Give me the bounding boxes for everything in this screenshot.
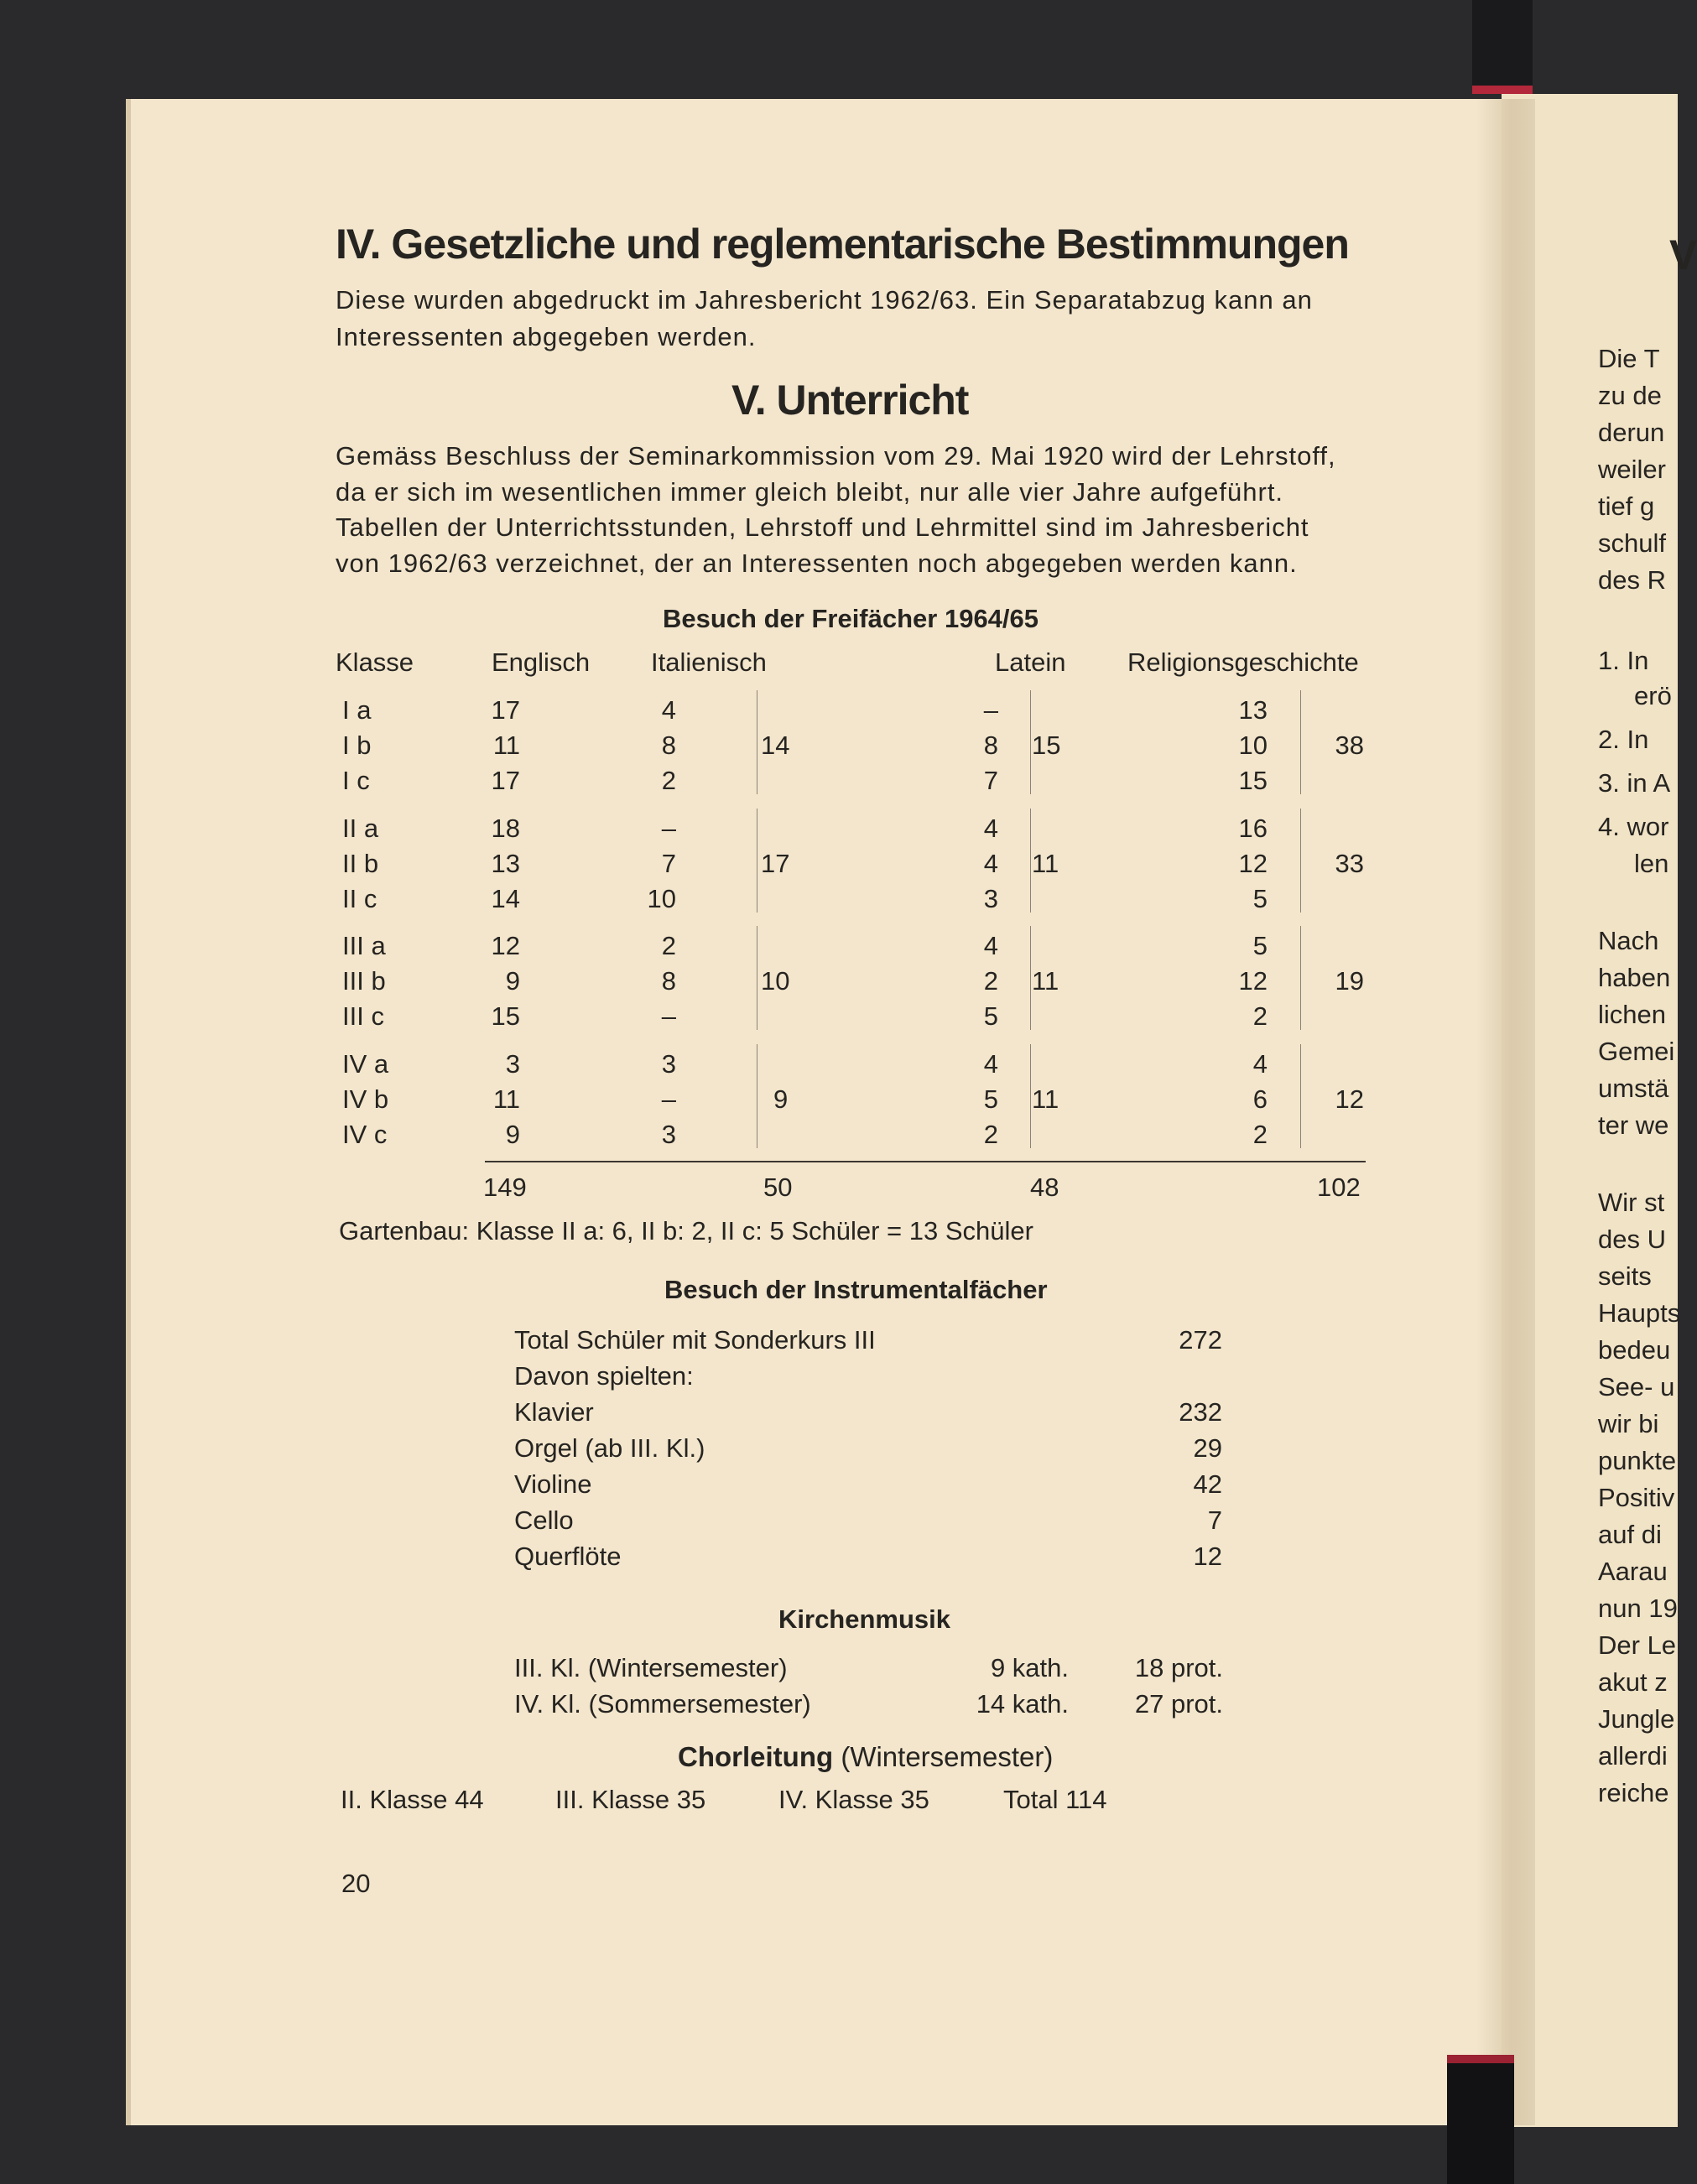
table-cell-englisch: 17 xyxy=(491,766,520,795)
freifaecher-title: Besuch der Freifächer 1964/65 xyxy=(663,604,1039,633)
table-cell-englisch: 18 xyxy=(491,814,520,843)
group-sum-religion: 33 xyxy=(1335,849,1364,878)
table-row-klasse: I a xyxy=(342,695,372,725)
table-cell-englisch: 11 xyxy=(492,731,520,760)
right-page-fragment: seits xyxy=(1598,1261,1652,1291)
right-page-fragment: allerdi xyxy=(1598,1741,1668,1771)
instrumental-label: Querflöte xyxy=(514,1542,622,1571)
table-cell-englisch: 12 xyxy=(491,931,520,960)
instrumental-title: Besuch der Instrumentalfächer xyxy=(664,1275,1048,1304)
table-cell-latein: 3 xyxy=(983,884,998,913)
table-cell-italienisch: 10 xyxy=(647,884,676,913)
table-cell-italienisch: 3 xyxy=(661,1049,676,1079)
instrumental-value: 232 xyxy=(1179,1397,1222,1427)
table-row-klasse: IV b xyxy=(342,1084,389,1114)
table-cell-latein: 5 xyxy=(983,1084,998,1114)
section-v-line: von 1962/63 verzeichnet, der an Interessenten noch abgegeben werden kann. xyxy=(336,549,1298,578)
group-sum-latein: 11 xyxy=(1032,966,1059,996)
table-row-klasse: IV a xyxy=(342,1049,389,1079)
table-header: Religionsgeschichte xyxy=(1127,647,1359,677)
group-divider xyxy=(1300,809,1301,913)
bookmark-ribbon-top xyxy=(1472,0,1533,94)
right-page-fragment: tief g xyxy=(1598,491,1655,521)
table-cell-englisch: 9 xyxy=(505,966,520,996)
group-divider xyxy=(1300,690,1301,794)
right-page-fragment: punkte xyxy=(1598,1446,1677,1475)
kirchenmusik-prot: 27 prot. xyxy=(1134,1689,1223,1719)
chorleitung-title-rest: (Wintersemester) xyxy=(841,1741,1054,1772)
table-cell-italienisch: – xyxy=(661,814,676,843)
right-page-fragment: len xyxy=(1634,849,1669,878)
table-header: Italienisch xyxy=(651,647,767,677)
table-cell-religion: 5 xyxy=(1252,931,1268,960)
right-page-fragment: ter we xyxy=(1598,1110,1669,1140)
right-page-fragment: Wir st xyxy=(1598,1188,1665,1217)
table-cell-italienisch: 8 xyxy=(661,966,676,996)
table-cell-latein: 2 xyxy=(983,966,998,996)
table-cell-latein: 8 xyxy=(983,731,998,760)
chorleitung-item: IV. Klasse 35 xyxy=(778,1785,929,1814)
right-page-fragment: des R xyxy=(1598,565,1666,595)
kirchenmusik-label: IV. Kl. (Sommersemester) xyxy=(514,1689,811,1719)
right-page-fragment: nun 19 xyxy=(1598,1594,1678,1623)
group-divider xyxy=(1030,809,1031,913)
instrumental-value: 29 xyxy=(1193,1433,1222,1463)
right-page-fragment: wir bi xyxy=(1598,1409,1659,1438)
table-cell-englisch: 17 xyxy=(491,695,520,725)
table-cell-italienisch: 4 xyxy=(661,695,676,725)
table-cell-englisch: 9 xyxy=(505,1120,520,1149)
table-cell-italienisch: 7 xyxy=(661,849,676,878)
table-total: 50 xyxy=(763,1173,793,1202)
right-page-fragment: akut z xyxy=(1598,1667,1668,1697)
right-page-fragment: Die T xyxy=(1598,344,1660,373)
table-cell-englisch: 13 xyxy=(491,849,520,878)
table-cell-latein: – xyxy=(983,695,998,725)
table-cell-religion: 15 xyxy=(1238,766,1268,795)
group-sum-religion: 12 xyxy=(1335,1084,1364,1114)
table-cell-latein: 4 xyxy=(983,1049,998,1079)
instrumental-label: Orgel (ab III. Kl.) xyxy=(514,1433,705,1463)
section-v-line: Gemäss Beschluss der Seminarkommission vom 29. Mai 1920 wird der Lehrstoff, xyxy=(336,441,1336,471)
table-row-klasse: IV c xyxy=(342,1120,388,1149)
table-row-klasse: III c xyxy=(342,1001,384,1031)
right-page-fragment: schulf xyxy=(1598,528,1666,558)
table-cell-religion: 4 xyxy=(1252,1049,1268,1079)
chorleitung-item: II. Klasse 44 xyxy=(341,1785,484,1814)
table-cell-latein: 4 xyxy=(983,849,998,878)
table-cell-englisch: 15 xyxy=(491,1001,520,1031)
right-page-fragment: Gemei xyxy=(1598,1037,1675,1066)
table-cell-italienisch: 2 xyxy=(661,766,676,795)
right-page-fragment: Der Le xyxy=(1598,1630,1677,1660)
table-header: Klasse xyxy=(336,647,414,677)
right-page-fragment: umstä xyxy=(1598,1074,1669,1103)
group-divider xyxy=(1300,926,1301,1030)
group-divider xyxy=(1030,690,1031,794)
group-sum-latein: 11 xyxy=(1032,849,1059,878)
table-total: 149 xyxy=(483,1173,527,1202)
group-divider xyxy=(1030,1044,1031,1148)
group-sum-religion: 38 xyxy=(1335,731,1364,760)
table-cell-englisch: 3 xyxy=(505,1049,520,1079)
table-cell-englisch: 11 xyxy=(492,1084,520,1114)
gartenbau-note: Gartenbau: Klasse II a: 6, II b: 2, II c: 5 Schüler = 13 Schüler xyxy=(339,1216,1033,1245)
bookmark-ribbon-bottom xyxy=(1447,2055,1514,2184)
right-page-fragment: Haupts xyxy=(1598,1298,1681,1328)
table-cell-latein: 4 xyxy=(983,931,998,960)
page-number: 20 xyxy=(341,1869,371,1898)
table-cell-religion: 5 xyxy=(1252,884,1268,913)
table-total: 48 xyxy=(1030,1173,1059,1202)
chorleitung-item: Total 114 xyxy=(1003,1785,1107,1814)
instrumental-value: 12 xyxy=(1193,1542,1222,1571)
group-sum-italienisch: 10 xyxy=(761,966,790,996)
right-page-fragment: lichen xyxy=(1598,1000,1666,1029)
table-cell-religion: 10 xyxy=(1238,731,1268,760)
table-row-klasse: II a xyxy=(342,814,379,843)
group-divider xyxy=(1030,926,1031,1030)
table-total: 102 xyxy=(1317,1173,1361,1202)
table-cell-italienisch: 3 xyxy=(661,1120,676,1149)
kirchenmusik-prot: 18 prot. xyxy=(1134,1653,1223,1682)
section-v-heading: V. Unterricht xyxy=(731,377,969,424)
table-row-klasse: I c xyxy=(342,766,370,795)
table-header: Latein xyxy=(995,647,1066,677)
table-cell-italienisch: – xyxy=(661,1001,676,1031)
table-cell-religion: 12 xyxy=(1238,849,1268,878)
table-cell-religion: 2 xyxy=(1252,1120,1268,1149)
table-cell-italienisch: – xyxy=(661,1084,676,1114)
table-cell-latein: 2 xyxy=(983,1120,998,1149)
chorleitung-title-bold: Chorleitung xyxy=(678,1741,834,1772)
right-page-fragment: erö xyxy=(1634,681,1672,710)
right-page-fragment: Aarau xyxy=(1598,1557,1668,1586)
table-row-klasse: III a xyxy=(342,931,386,960)
instrumental-label: Davon spielten: xyxy=(514,1361,694,1391)
instrumental-value: 272 xyxy=(1179,1325,1222,1355)
right-page-fragment: 1. In xyxy=(1598,646,1649,675)
table-cell-religion: 13 xyxy=(1238,695,1268,725)
section-v-line: Tabellen der Unterrichtsstunden, Lehrstoff und Lehrmittel sind im Jahresbericht xyxy=(336,512,1309,542)
section-iv-line: Interessenten abgegeben werden. xyxy=(336,322,757,351)
right-page-fragment: des U xyxy=(1598,1225,1666,1254)
section-iv-line: Diese wurden abgedruckt im Jahresbericht 1962/63. Ein Separatabzug kann an xyxy=(336,285,1313,315)
instrumental-label: Violine xyxy=(514,1469,592,1499)
right-page-fragment: auf di xyxy=(1598,1520,1662,1549)
right-page-fragment: 3. in A xyxy=(1598,768,1671,798)
table-header: Englisch xyxy=(492,647,591,677)
group-sum-italienisch: 17 xyxy=(761,849,790,878)
table-cell-italienisch: 2 xyxy=(661,931,676,960)
kirchenmusik-kath: 14 kath. xyxy=(976,1689,1069,1719)
right-page-fragment: 4. wor xyxy=(1598,812,1669,841)
section-v-line: da er sich im wesentlichen immer gleich bleibt, nur alle vier Jahre aufgeführt. xyxy=(336,477,1284,507)
instrumental-value: 7 xyxy=(1207,1505,1222,1535)
instrumental-label: Total Schüler mit Sonderkurs III xyxy=(514,1325,876,1355)
right-page-fragment: See- u xyxy=(1598,1372,1675,1401)
right-page-fragment: Nach xyxy=(1598,926,1659,955)
kirchenmusik-kath: 9 kath. xyxy=(990,1653,1069,1682)
table-row-klasse: II c xyxy=(342,884,377,913)
right-page-fragment: Jungle xyxy=(1598,1704,1675,1734)
total-rule xyxy=(485,1161,1366,1162)
table-cell-englisch: 14 xyxy=(491,884,520,913)
table-cell-religion: 16 xyxy=(1238,814,1268,843)
kirchenmusik-label: III. Kl. (Wintersemester) xyxy=(514,1653,788,1682)
right-page-fragment: 2. In xyxy=(1598,725,1649,754)
right-page-fragment: derun xyxy=(1598,418,1665,447)
table-cell-religion: 12 xyxy=(1238,966,1268,996)
group-sum-italienisch: 14 xyxy=(761,731,790,760)
instrumental-value: 42 xyxy=(1193,1469,1222,1499)
table-cell-religion: 6 xyxy=(1252,1084,1268,1114)
chorleitung-item: III. Klasse 35 xyxy=(555,1785,706,1814)
right-page-fragment: haben xyxy=(1598,963,1671,992)
right-page-fragment: V xyxy=(1669,231,1697,278)
table-cell-latein: 4 xyxy=(983,814,998,843)
table-cell-italienisch: 8 xyxy=(661,731,676,760)
right-page-fragment: Positiv xyxy=(1598,1483,1675,1512)
table-row-klasse: III b xyxy=(342,966,386,996)
book-gutter xyxy=(1476,99,1535,2125)
group-sum-latein: 15 xyxy=(1032,731,1061,760)
table-row-klasse: I b xyxy=(342,731,372,760)
right-page-fragment: bedeu xyxy=(1598,1335,1671,1365)
group-sum-religion: 19 xyxy=(1335,966,1364,996)
group-divider xyxy=(1300,1044,1301,1148)
right-page-fragment: reiche xyxy=(1598,1778,1669,1807)
right-page-fragment: zu de xyxy=(1598,381,1662,410)
table-cell-latein: 7 xyxy=(983,766,998,795)
group-sum-latein: 11 xyxy=(1032,1084,1059,1114)
table-row-klasse: II b xyxy=(342,849,379,878)
table-cell-latein: 5 xyxy=(983,1001,998,1031)
kirchenmusik-title: Kirchenmusik xyxy=(778,1604,951,1634)
group-sum-italienisch: 9 xyxy=(773,1084,789,1114)
chorleitung-title xyxy=(678,1741,1053,1773)
right-page-fragment: weiler xyxy=(1598,455,1666,484)
table-cell-religion: 2 xyxy=(1252,1001,1268,1031)
instrumental-label: Cello xyxy=(514,1505,574,1535)
instrumental-label: Klavier xyxy=(514,1397,594,1427)
section-iv-heading: IV. Gesetzliche und reglementarische Bestimmungen xyxy=(336,221,1349,268)
